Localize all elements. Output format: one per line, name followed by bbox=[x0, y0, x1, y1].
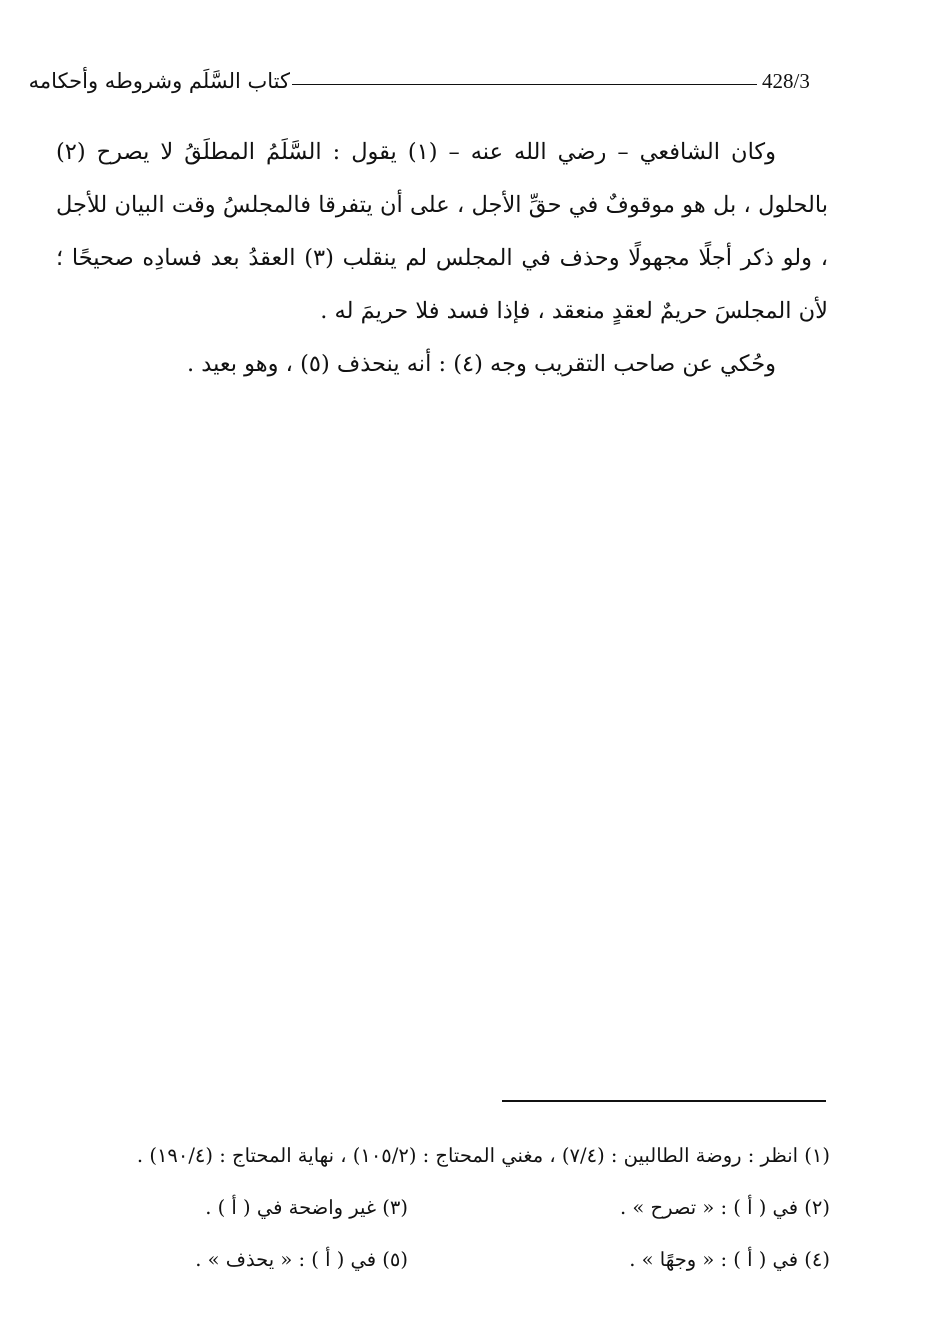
running-title: كتاب السَّلَم وشروطه وأحكامه bbox=[28, 69, 290, 93]
page-number: 428/3 bbox=[762, 69, 810, 93]
footnote-row-2 bbox=[110, 1182, 830, 1234]
footnote-2: (٢) في ( أ ) : « تصرح » . bbox=[619, 1196, 830, 1219]
main-text bbox=[56, 126, 828, 391]
footnote-1: (١) انظر : روضة الطالبين : (٧/٤) ، مغني المحتاج : (١٠٥/٢) ، نهاية المحتاج : (١٩٠/٤) . bbox=[136, 1144, 830, 1167]
paragraph-2: وحُكي عن صاحب التقريب وجه (٤) : أنه ينحذف (٥) ، وهو بعيد . bbox=[186, 351, 776, 377]
footnote-5: (٥) في ( أ ) : « يحذف » . bbox=[195, 1248, 408, 1271]
paragraph-1: وكان الشافعي – رضي الله عنه – (١) يقول : السَّلَمُ المطلَقُ لا يصرح (٢) بالحلول ، بل هو موقوفٌ في حقِّ الأجل ، على أن يتفرقا فالمجلسُ وقت البيان للأجل ، ولو ذكر أجلًا مجهولًا وحذف في المجلس لم ينقلب (٣) العقدُ بعد فسادِه صحيحًا ؛ لأن المجلسَ حريمٌ لعقدٍ منعقد ، فإذا فسد فلا حريمَ له . bbox=[56, 139, 828, 324]
footnote-row-3 bbox=[110, 1234, 830, 1286]
footnote-3: (٣) غير واضحة في ( أ ) . bbox=[205, 1196, 408, 1219]
footnotes bbox=[110, 1130, 830, 1286]
footnote-rule bbox=[502, 1100, 826, 1102]
footnote-4: (٤) في ( أ ) : « وجهًا » . bbox=[629, 1248, 830, 1271]
header-rule bbox=[292, 84, 757, 85]
